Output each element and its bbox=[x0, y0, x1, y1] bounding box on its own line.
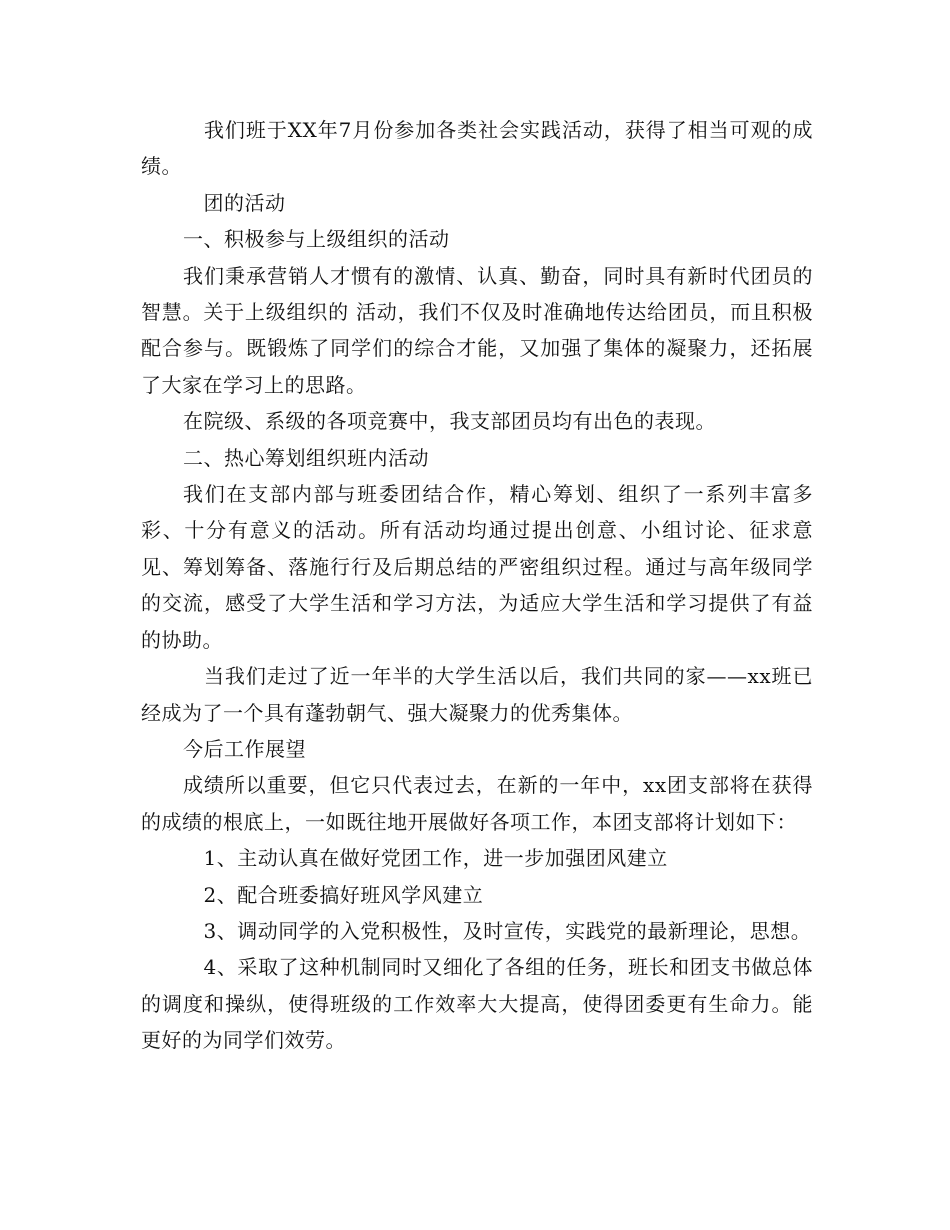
section-heading-league-activities: 团的活动 bbox=[183, 190, 286, 215]
paragraph-4: 当我们走过了近一年半的大学生活以后，我们共同的家——xx班已经成为了一个具有蓬勃朝气、强大凝聚力的优秀集体。 bbox=[141, 664, 813, 725]
paragraph-2: 在院级、系级的各项竞赛中，我支部团员均有出色的表现。 bbox=[183, 409, 716, 434]
subheading-2: 二、热心筹划组织班内活动 bbox=[183, 445, 429, 470]
paragraph-1: 我们秉承营销人才惯有的激情、认真、勤奋，同时具有新时代团员的智慧。关于上级组织的 活动，我们不仅及时准确地传达给团员，而且积极配合参与。既锻炼了同学们的综合才能，又加强了集体的凝聚力，还拓展了大家在学习上的思路。 bbox=[141, 263, 813, 397]
plan-item-2: 2、配合班委搞好班风学风建立 bbox=[183, 882, 484, 907]
document-body bbox=[141, 112, 813, 1059]
intro-paragraph: 我们班于XX年7月份参加各类社会实践活动，获得了相当可观的成绩。 bbox=[141, 118, 813, 179]
section-heading-outlook: 今后工作展望 bbox=[183, 736, 306, 761]
paragraph-3: 我们在支部内部与班委团结合作，精心筹划、组织了一系列丰富多彩、十分有意义的活动。所有活动均通过提出创意、小组讨论、征求意见、筹划筹备、落施行行及后期总结的严密组织过程。通过与高年级同学的交流，感受了大学生活和学习方法，为适应大学生活和学习提供了有益的协助。 bbox=[141, 482, 813, 652]
subheading-1: 一、积极参与上级组织的活动 bbox=[183, 227, 450, 252]
plan-item-1: 1、主动认真在做好党团工作，进一步加强团风建立 bbox=[183, 846, 668, 871]
plan-item-3: 3、调动同学的入党积极性，及时宣传，实践党的最新理论，思想。 bbox=[183, 918, 812, 943]
plan-item-4: 4、采取了这种机制同时又细化了各组的任务，班长和团支书做总体的调度和操纵，使得班级的工作效率大大提高，使得团委更有生命力。能更好的为同学们效劳。 bbox=[141, 955, 813, 1053]
paragraph-5: 成绩所以重要，但它只代表过去，在新的一年中，xx团支部将在获得的成绩的根底上，一如既往地开展做好各项工作，本团支部将计划如下： bbox=[141, 773, 813, 834]
